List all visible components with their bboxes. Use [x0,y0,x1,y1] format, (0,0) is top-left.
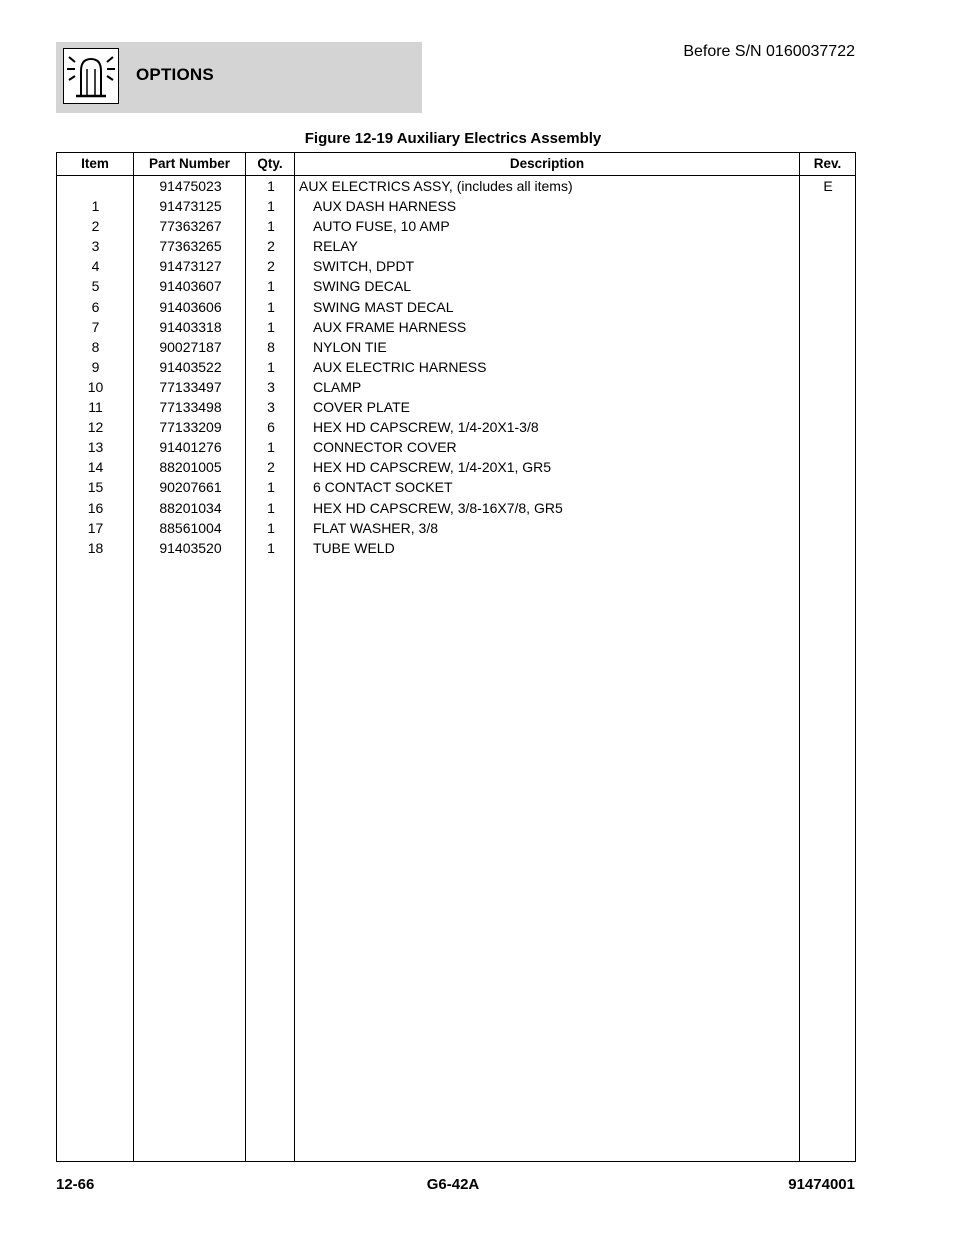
column-header-rev: Rev. [813,156,842,171]
part-number: 91401276 [159,439,222,456]
description: AUX ELECTRICS ASSY, (includes all items) [299,178,573,194]
part-number: 91475023 [159,178,222,194]
column-header-item: Item [81,156,109,171]
item-number: 5 [91,278,100,295]
item-number: 9 [91,358,100,375]
part-number: 91403607 [159,278,222,295]
table-row [57,256,855,276]
table-row [57,176,855,196]
quantity: 1 [267,178,275,194]
column-header-qty: Qty. [257,156,283,171]
table-row [57,297,855,317]
quantity: 8 [267,338,275,355]
quantity: 1 [267,198,275,215]
part-number: 77363265 [159,238,222,255]
item-number: 18 [87,539,104,556]
item-number: 17 [87,519,104,536]
beacon-light-icon [63,48,119,104]
description: 6 CONTACT SOCKET [313,479,453,496]
item-number: 10 [87,378,104,395]
part-number: 90207661 [159,479,222,496]
part-number: 91403520 [159,539,222,556]
quantity: 1 [267,539,275,556]
quantity: 1 [267,278,275,295]
item-number: 7 [91,318,100,335]
item-number: 13 [87,439,104,456]
model-number: G6-42A [426,1176,480,1193]
section-title: OPTIONS [136,65,214,84]
quantity: 1 [267,439,275,456]
item-number: 12 [87,419,104,436]
quantity: 6 [267,419,275,436]
table-row [57,216,855,236]
table-body [57,176,855,558]
item-number: 3 [91,238,100,255]
quantity: 1 [267,358,275,375]
table-row [57,437,855,457]
item-number: 16 [87,499,104,516]
quantity: 2 [267,238,275,255]
revision: E [823,178,833,194]
quantity: 3 [267,399,275,416]
part-number: 91473125 [159,198,222,215]
part-number: 77133497 [159,378,222,395]
description: NYLON TIE [313,338,387,355]
description: AUTO FUSE, 10 AMP [313,218,450,235]
page-number: 12-66 [56,1176,95,1193]
quantity: 1 [267,218,275,235]
table-row [57,236,855,256]
item-number: 14 [87,459,104,476]
description: FLAT WASHER, 3/8 [313,519,438,536]
table-row [57,377,855,397]
table-row [57,477,855,497]
table-row [57,276,855,296]
quantity: 2 [267,459,275,476]
description: CLAMP [313,378,362,395]
table-row [57,538,855,558]
description: RELAY [313,238,358,255]
quantity: 2 [267,258,275,275]
description: AUX FRAME HARNESS [313,318,467,335]
description: CONNECTOR COVER [313,439,457,456]
quantity: 1 [267,298,275,315]
quantity: 3 [267,378,275,395]
column-header-part-number: Part Number [148,156,231,171]
part-number: 91473127 [159,258,222,275]
quantity: 1 [267,318,275,335]
serial-number-note: Before S/N 0160037722 [683,43,855,60]
parts-table [56,152,856,1162]
table-row [57,518,855,538]
part-number: 88201034 [159,499,222,516]
description: SWITCH, DPDT [313,258,415,275]
item-number: 2 [91,218,100,235]
table-row [57,357,855,377]
quantity: 1 [267,519,275,536]
table-row [57,457,855,477]
description: AUX DASH HARNESS [313,198,457,215]
item-number: 8 [91,338,100,355]
document-number: 91474001 [788,1176,855,1193]
description: SWING DECAL [313,278,412,295]
part-number: 77363267 [159,218,222,235]
part-number: 91403606 [159,298,222,315]
table-row [57,317,855,337]
item-number: 11 [88,399,103,416]
table-row [57,196,855,216]
table-row [57,498,855,518]
part-number: 77133498 [159,399,222,416]
part-number: 88201005 [159,459,222,476]
part-number: 91403522 [159,358,222,375]
part-number: 90027187 [159,338,222,355]
description: AUX ELECTRIC HARNESS [313,358,487,375]
description: TUBE WELD [313,539,395,556]
description: SWING MAST DECAL [313,298,454,315]
column-header-description: Description [509,156,585,171]
part-number: 91403318 [159,318,222,335]
table-row [57,397,855,417]
quantity: 1 [267,499,275,516]
item-number: 6 [91,298,100,315]
description: HEX HD CAPSCREW, 1/4-20X1, GR5 [313,459,552,476]
table-row [57,337,855,357]
description: HEX HD CAPSCREW, 1/4-20X1-3/8 [313,419,539,436]
part-number: 88561004 [159,519,222,536]
description: COVER PLATE [313,399,410,416]
item-number: 4 [91,258,100,275]
item-number: 1 [91,198,100,215]
description: HEX HD CAPSCREW, 3/8-16X7/8, GR5 [313,499,563,516]
part-number: 77133209 [159,419,222,436]
table-row [57,417,855,437]
figure-title: Figure 12-19 Auxiliary Electrics Assembly [304,130,602,147]
item-number: 15 [87,479,104,496]
quantity: 1 [267,479,275,496]
